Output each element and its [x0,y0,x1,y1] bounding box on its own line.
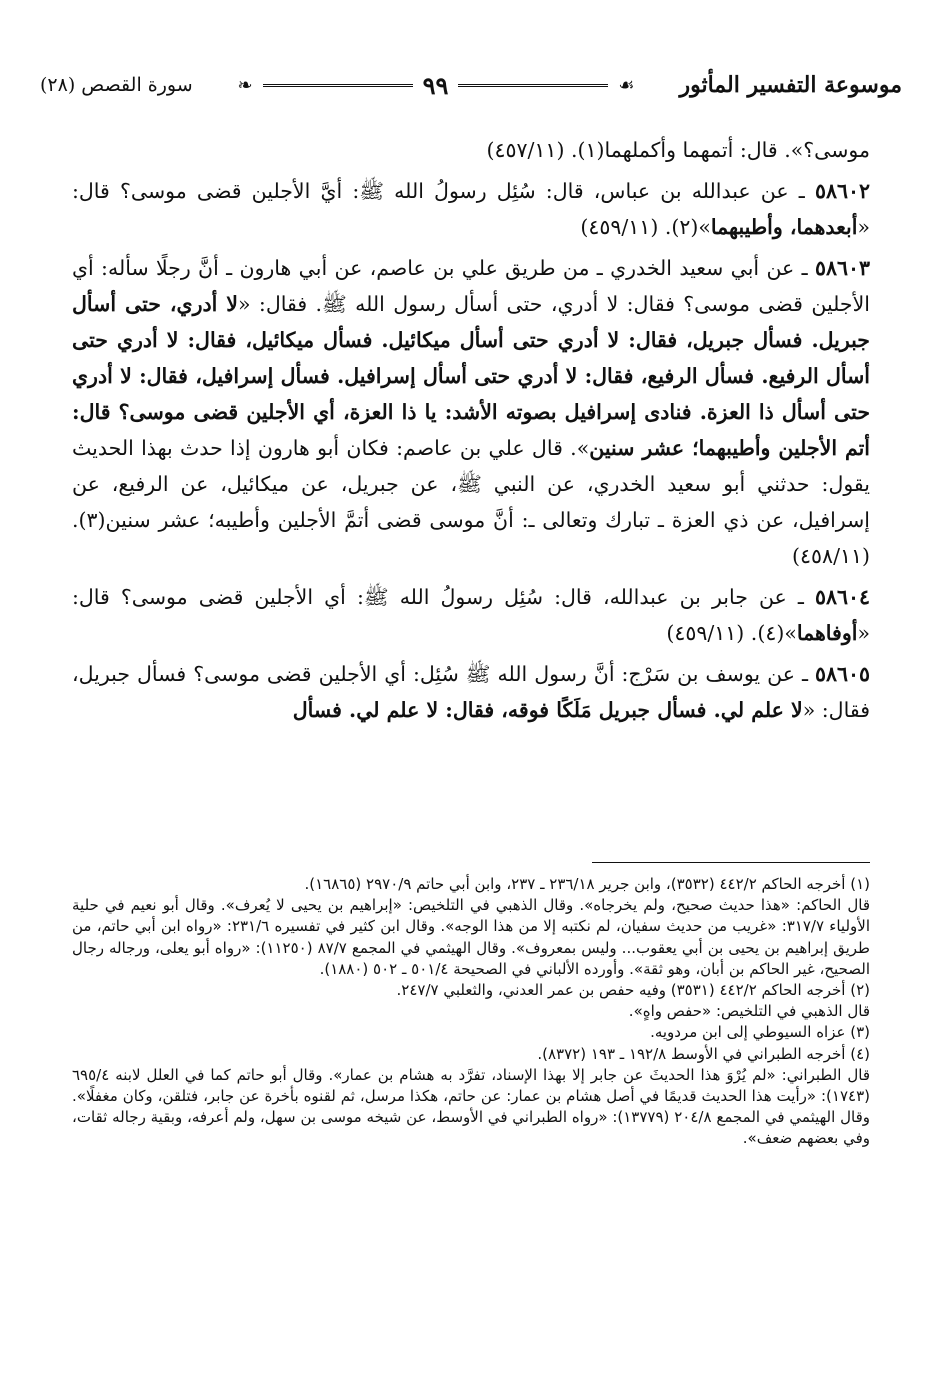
footnote-separator [592,862,870,863]
entry-after: »(٤). (٤٥٩/١١) [666,621,797,645]
footnote: (٢) أخرجه الحاكم ٤٤٢/٢ (٣٥٣١) وفيه حفص بن عمر العدني، والثعلبي ٢٤٧/٧. [396,981,870,1000]
book-title: موسوعة التفسير المأثور [679,72,902,98]
ornament-icon: ☙ [618,74,635,96]
entry-number: ٥٨٦٠٣ [814,256,870,280]
entry-after: ». قال علي بن عاصم: فكان أبو هارون إذا حدث بهذا الحديث يقول: حدثني أبو سعيد الخدري، عن النبي ﷺ، عن جبريل، عن ميكائيل، عن الرفيع، عن إسرافيل، عن ذي العزة ـ تبارك وتعالى ـ: أنَّ موسى قضى أتمَّ الأجلين وأطيبه؛ عشر سنين(٣). (٤٥٨/١١) [72,436,870,568]
entry-text: ـ عن جابر بن عبدالله، قال: سُئِل رسولُ الله ﷺ: أي الأجلين قضى موسى؟ قال: « [72,585,870,645]
entry-text: ـ عن أبي سعيد الخدري ـ من طريق علي بن عاصم، عن أبي هارون ـ أنَّ رجلًا سأله: أي الأجلين قضى موسى؟ فقال: لا أدري، حتى أسأل رسول الله ﷺ. فقال: « [72,256,870,316]
entry-number: ٥٨٦٠٥ [814,662,870,686]
header-rule [263,84,413,87]
hadith-entry [72,250,870,574]
hadith-entry [72,656,870,728]
ornament-icon: ❧ [237,74,253,96]
entry-after: »(٢). (٤٥٩/١١) [580,215,711,239]
page-number-block [238,71,635,100]
entry-quote: أوفاهما [796,621,858,645]
footnote: (٣) عزاه السيوطي إلى ابن مردويه. [650,1023,870,1042]
entry-text: ـ عن يوسف بن سَرْج: أنَّ رسول الله ﷺ سُئِل: أي الأجلين قضى موسى؟ فسأل جبريل، فقال: « [72,662,870,722]
entry-text: موسى؟». قال: أتمهما وأكملهما(١). (٤٥٧/١١) [486,138,870,162]
footnote-comment: قال الحاكم: «هذا حديث صحيح، ولم يخرجاه». وقال الذهبي في التلخيص: «إبراهيم بن يحيى لا يُعرف». وقال أبو نعيم في حلية الأولياء ٣١٧/٧: «غريب من حديث سفيان، لم نكتبه إلا من هذا الوجه». وقال ابن كثير في تفسيره ٢٣١/٦: «رواه ابن أبي حاتم، من طريق إبراهيم بن يحيى بن أبي يعقوب... وليس بمعروف». وقال الهيثمي في المجمع ٨٧/٧ (١١٢٥٠): «رواه أبو يعلى، ورجاله رجال الصحيح، غير الحاكم بن أبان، وهو ثقة». وأورده الألباني في الصحيحة ٥٠١/٤ ـ ٥٠٢ (١٨٨٠). [72,896,870,978]
header-rule [458,84,608,87]
entry-number: ٥٨٦٠٤ [814,585,870,609]
footnote: (١) أخرجه الحاكم ٤٤٢/٢ (٣٥٣٢)، وابن جرير ٢٣٦/١٨ ـ ٢٣٧، وابن أبي حاتم ٢٩٧٠/٩ (١٦٨٦٥). [304,875,870,893]
main-text [72,132,870,733]
entry-number: ٥٨٦٠٢ [814,179,870,203]
footnote-comment: قال الطبراني: «لم يُرْوَ هذا الحديثَ عن جابر إلا بهذا الإسناد، تفرَّد به هشام بن عمار». وقال أبو حاتم كما في العلل لابنه ٦٩٥/٤ (١٧٤٣): «رأيت هذا الحديث قديمًا في أصل هشام بن عمار: عن حاتم، هكذا مرسل، ثم لقنوه بأخرة عن جابر، فتلقن، وكان مغفلًا». وقال الهيثمي في المجمع ٢٠٤/٨ (١٣٧٧٩): «رواه الطبراني في الأوسط، عن شيخه موسى بن سهل، ولم أعرفه، وبقية رجاله ثقات، وفي بعضهم ضعف». [72,1065,870,1148]
page-number: ٩٩ [422,70,449,100]
surah-name: سورة القصص (٢٨) [40,74,193,96]
entry-text: ـ عن عبدالله بن عباس، قال: سُئِل رسولُ الله ﷺ: أيَّ الأجلين قضى موسى؟ قال: « [72,179,870,239]
footnotes [72,874,870,1150]
entry-quote: لا أدري، حتى أسأل جبريل. فسأل جبريل، فقال: لا أدري حتى أسأل ميكائيل. فسأل ميكائيل، فقال: لا أدري حتى أسأل الرفيع. فسأل الرفيع، فقال: لا أدري حتى أسأل إسرافيل. فسأل إسرافيل، فقال: لا أدري حتى أسأل ذا العزة. فنادى إسرافيل بصوته الأشد: يا ذا العزة، أي الأجلين قضى موسى؟ قال: أتم الأجلين وأطيبهما؛ عشر سنين [72,292,870,460]
hadith-entry [72,579,870,651]
footnote-comment: قال الذهبي في التلخيص: «حفص واهٍ». [628,1002,870,1021]
footnote: (٤) أخرجه الطبراني في الأوسط ١٩٢/٨ ـ ١٩٣ (٨٣٧٢). [537,1044,870,1063]
hadith-entry [72,173,870,245]
entry-quote: أبعدهما، وأطيبهما [710,215,858,239]
entry-continuation [72,132,870,168]
page-header [40,60,902,110]
entry-quote: لا علم لي. فسأل جبريل مَلَكًا فوقه، فقال: لا علم لي. فسأل [292,698,803,722]
